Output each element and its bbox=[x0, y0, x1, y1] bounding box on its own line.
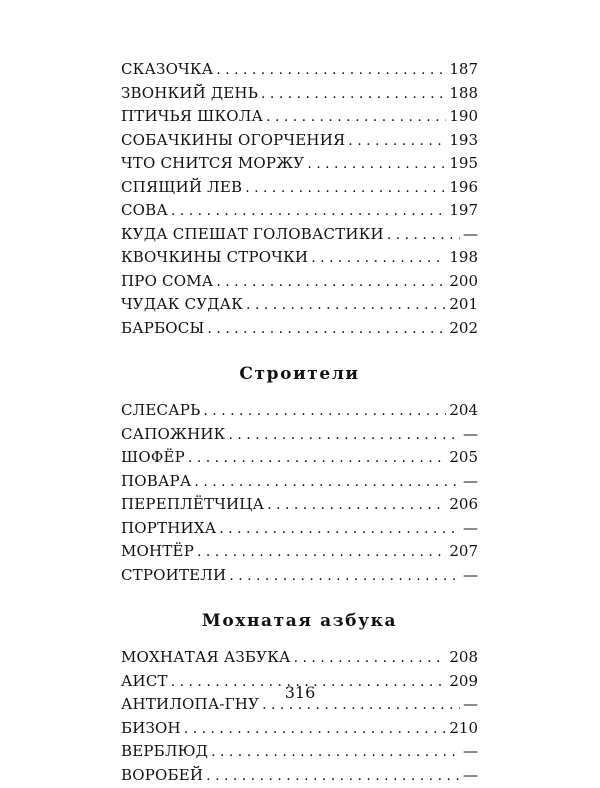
toc-entry bbox=[121, 540, 478, 564]
table-of-contents bbox=[121, 58, 478, 787]
toc-entry-title: ПОВАРА bbox=[121, 470, 191, 494]
toc-entry-page: 198 bbox=[449, 246, 478, 270]
toc-entry-page: 206 bbox=[449, 493, 478, 517]
toc-entry-title: МОНТЁР bbox=[121, 540, 194, 564]
toc-entry-title: КВОЧКИНЫ СТРОЧКИ bbox=[121, 246, 308, 270]
toc-entry-page: — bbox=[463, 223, 478, 247]
toc-entry-title: БИЗОН bbox=[121, 717, 181, 741]
toc-entry bbox=[121, 740, 478, 764]
toc-entry bbox=[121, 223, 478, 247]
toc-entry-page: — bbox=[463, 517, 478, 541]
toc-entry-page: 196 bbox=[449, 176, 478, 200]
section-heading: Строители bbox=[121, 360, 478, 388]
toc-entry-page: 187 bbox=[449, 58, 478, 82]
toc-entry-title: ПРО СОМА bbox=[121, 270, 213, 294]
leader-dots bbox=[229, 565, 460, 589]
leader-dots bbox=[245, 177, 446, 201]
toc-section-continued bbox=[121, 58, 478, 340]
leader-dots bbox=[171, 200, 446, 224]
toc-entry-title: ЗВОНКИЙ ДЕНЬ bbox=[121, 82, 258, 106]
toc-entry-page: 202 bbox=[449, 317, 478, 341]
leader-dots bbox=[387, 224, 460, 248]
toc-entry bbox=[121, 176, 478, 200]
toc-entry-title: ПОРТНИХА bbox=[121, 517, 216, 541]
leader-dots bbox=[203, 400, 446, 424]
toc-entry-title: СПЯЩИЙ ЛЕВ bbox=[121, 176, 242, 200]
toc-entry-title: ПТИЧЬЯ ШКОЛА bbox=[121, 105, 263, 129]
toc-entry-page: 190 bbox=[449, 105, 478, 129]
toc-entry-title: СКАЗОЧКА bbox=[121, 58, 213, 82]
toc-entry-page: 197 bbox=[449, 199, 478, 223]
toc-entry-title: СТРОИТЕЛИ bbox=[121, 564, 226, 588]
leader-dots bbox=[207, 318, 446, 342]
toc-entry-page: — bbox=[463, 693, 478, 717]
leader-dots bbox=[216, 59, 446, 83]
leader-dots bbox=[228, 424, 460, 448]
page-number: 316 bbox=[0, 683, 600, 702]
toc-entry bbox=[121, 58, 478, 82]
toc-entry-page: 208 bbox=[449, 646, 478, 670]
toc-entry bbox=[121, 517, 478, 541]
toc-entry bbox=[121, 82, 478, 106]
toc-entry-title: ВЕРБЛЮД bbox=[121, 740, 208, 764]
toc-entry bbox=[121, 493, 478, 517]
leader-dots bbox=[211, 741, 460, 765]
leader-dots bbox=[294, 647, 447, 671]
leader-dots bbox=[219, 518, 460, 542]
leader-dots bbox=[197, 541, 446, 565]
toc-entry bbox=[121, 423, 478, 447]
spacer bbox=[121, 587, 478, 607]
leader-dots bbox=[184, 718, 447, 742]
toc-entry bbox=[121, 129, 478, 153]
toc-entry bbox=[121, 270, 478, 294]
toc-entry-title: ВОРОБЕЙ bbox=[121, 764, 203, 788]
toc-entry bbox=[121, 152, 478, 176]
toc-entry-page: 209 bbox=[449, 670, 478, 694]
toc-entry bbox=[121, 446, 478, 470]
toc-entry-title: БАРБОСЫ bbox=[121, 317, 204, 341]
toc-entry-page: 201 bbox=[449, 293, 478, 317]
leader-dots bbox=[261, 83, 446, 107]
toc-entry bbox=[121, 105, 478, 129]
toc-entry-title: ЧТО СНИТСЯ МОРЖУ bbox=[121, 152, 304, 176]
toc-section-builders bbox=[121, 360, 478, 587]
toc-entry-page: 193 bbox=[449, 129, 478, 153]
leader-dots bbox=[348, 130, 446, 154]
leader-dots bbox=[311, 247, 446, 271]
toc-entry-title: СОБАЧКИНЫ ОГОРЧЕНИЯ bbox=[121, 129, 345, 153]
toc-entry-title: АИСТ bbox=[121, 670, 168, 694]
toc-entry bbox=[121, 246, 478, 270]
toc-entry-page: — bbox=[463, 564, 478, 588]
toc-entry-title: САПОЖНИК bbox=[121, 423, 225, 447]
toc-entry-page: 210 bbox=[449, 717, 478, 741]
leader-dots bbox=[194, 471, 460, 495]
toc-entry-page: 207 bbox=[449, 540, 478, 564]
toc-entry-title: ПЕРЕПЛЁТЧИЦА bbox=[121, 493, 264, 517]
toc-entry-title: КУДА СПЕШАТ ГОЛОВАСТИКИ bbox=[121, 223, 384, 247]
toc-entry-title: МОХНАТАЯ АЗБУКА bbox=[121, 646, 291, 670]
toc-entry-title: АНТИЛОПА-ГНУ bbox=[121, 693, 259, 717]
toc-entry-title: ЧУДАК СУДАК bbox=[121, 293, 243, 317]
toc-entry-title: СОВА bbox=[121, 199, 168, 223]
section-heading: Мохнатая азбука bbox=[121, 607, 478, 635]
toc-entry-page: — bbox=[463, 764, 478, 788]
toc-entry bbox=[121, 199, 478, 223]
toc-entry bbox=[121, 293, 478, 317]
leader-dots bbox=[266, 106, 446, 130]
leader-dots bbox=[267, 494, 446, 518]
toc-entry-title: ШОФЁР bbox=[121, 446, 185, 470]
toc-entry-page: 195 bbox=[449, 152, 478, 176]
toc-entry-page: — bbox=[463, 740, 478, 764]
toc-entry-page: — bbox=[463, 423, 478, 447]
toc-entry-page: — bbox=[463, 470, 478, 494]
spacer bbox=[121, 635, 478, 646]
toc-entry-page: 205 bbox=[449, 446, 478, 470]
toc-entry-page: 188 bbox=[449, 82, 478, 106]
leader-dots bbox=[307, 153, 446, 177]
toc-entry bbox=[121, 764, 478, 788]
toc-entry bbox=[121, 564, 478, 588]
toc-entry bbox=[121, 317, 478, 341]
toc-entry bbox=[121, 646, 478, 670]
spacer bbox=[121, 340, 478, 360]
toc-entry-title: СЛЕСАРЬ bbox=[121, 399, 200, 423]
leader-dots bbox=[216, 271, 446, 295]
leader-dots bbox=[188, 447, 446, 471]
spacer bbox=[121, 388, 478, 399]
toc-entry-page: 200 bbox=[449, 270, 478, 294]
toc-entry bbox=[121, 399, 478, 423]
leader-dots bbox=[206, 765, 460, 788]
toc-entry bbox=[121, 717, 478, 741]
toc-entry bbox=[121, 470, 478, 494]
leader-dots bbox=[246, 294, 446, 318]
toc-entry-page: 204 bbox=[449, 399, 478, 423]
